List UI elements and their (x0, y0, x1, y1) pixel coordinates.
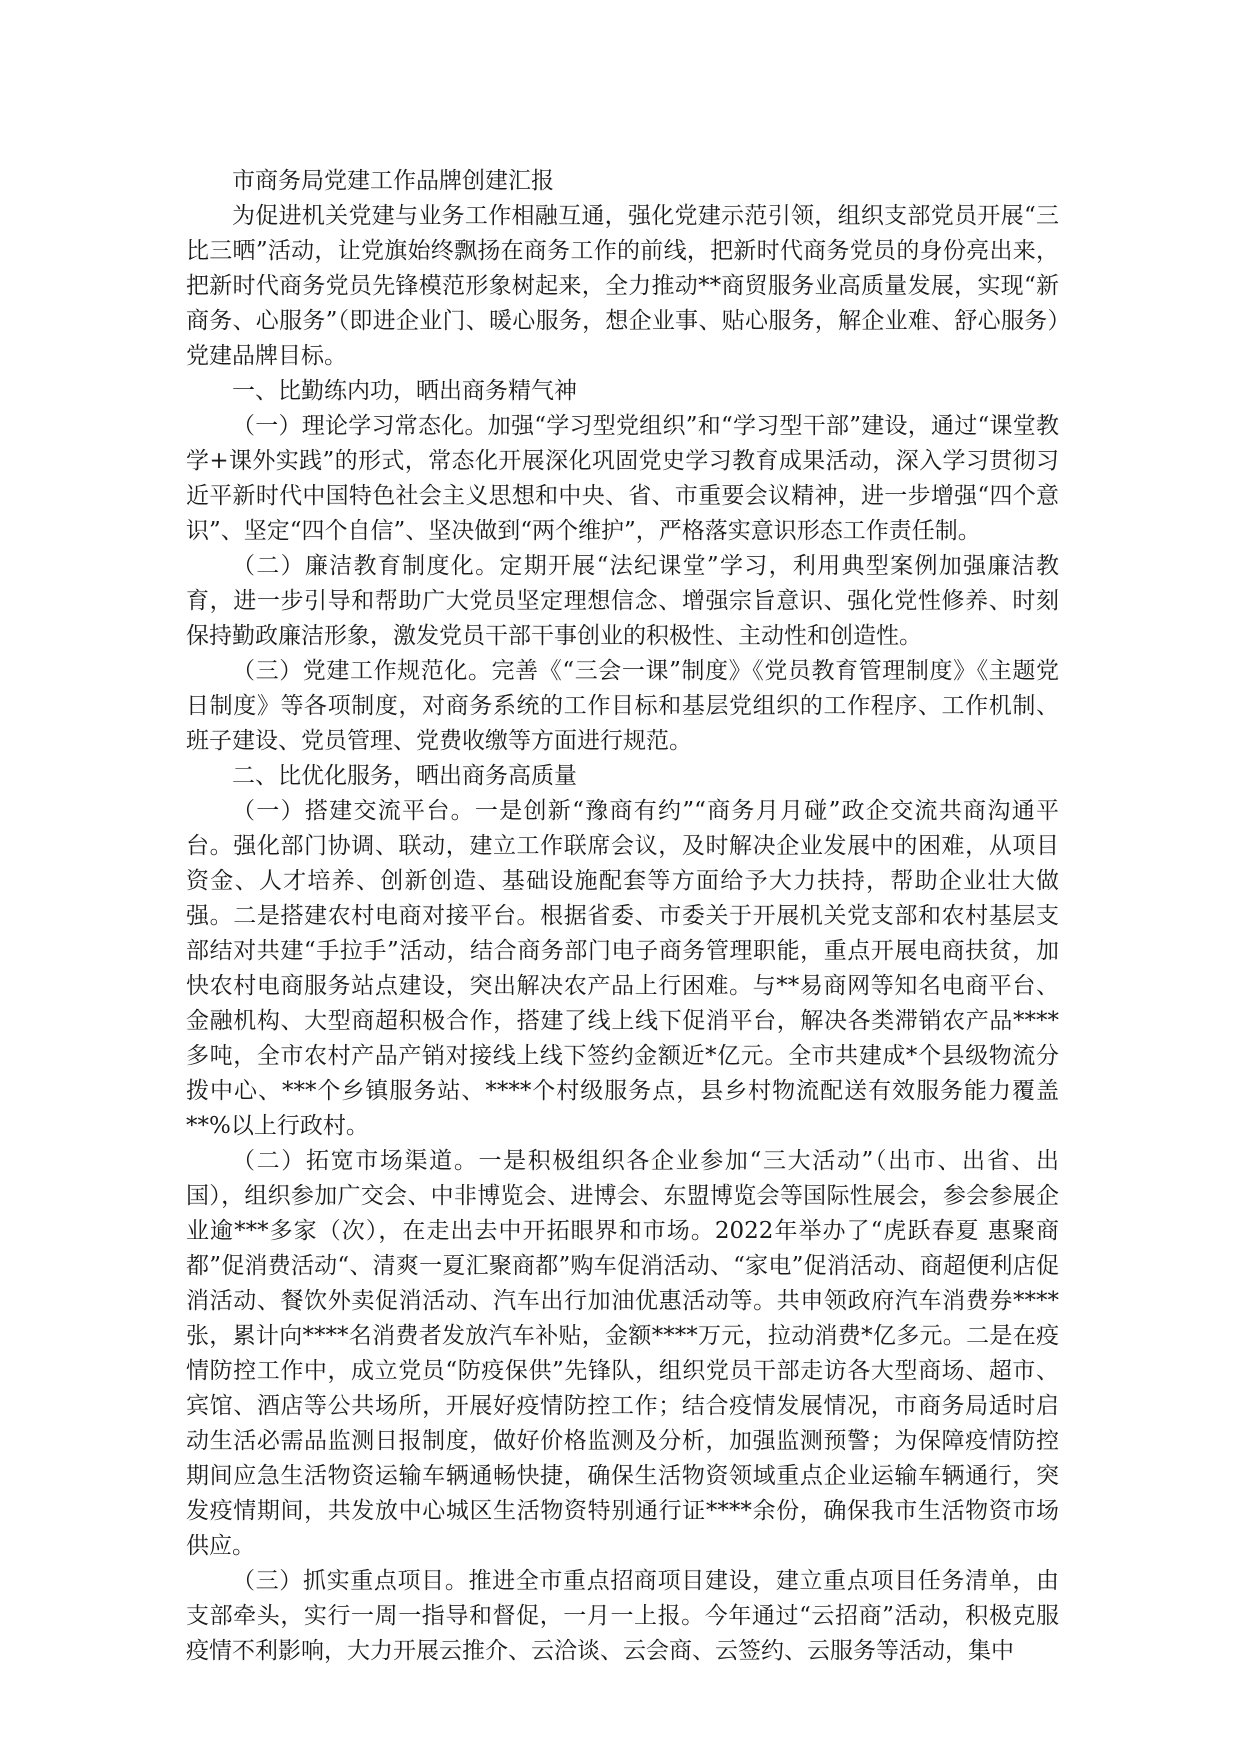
paragraph-2-3: （三）抓实重点项目。推进全市重点招商项目建设，建立重点项目任务清单，由支部牵头，实行一周一指导和督促，一月一上报。今年通过“云招商”活动，积极克服疫情不利影响，大力开展云推介、云洽谈、云会商、云签约、云服务等活动，集中 (186, 1568, 1059, 1664)
paragraph-intro: 为促进机关党建与业务工作相融互通，强化党建示范引领，组织支部党员开展“三比三晒”活动，让党旗始终飘扬在商务工作的前线，把新时代商务党员的身份亮出来，把新时代商务党员先锋模范形象树起来，全力推动**商贸服务业高质量发展，实现“新商务、心服务”（即进企业门、暖心服务，想企业事、贴心服务，解企业难、舒心服务）党建品牌目标。 (186, 203, 1059, 369)
document-title: 市商务局党建工作品牌创建汇报 (232, 168, 554, 194)
paragraph-1-1: （一）理论学习常态化。加强“学习型党组织”和“学习型干部”建设，通过“课堂教学+课外实践”的形式，常态化开展深化巩固党史学习教育成果活动，深入学习贯彻习近平新时代中国特色社会主义思想和中央、省、市重要会议精神，进一步增强“四个意识”、坚定“四个自信”、坚决做到“两个维护”，严格落实意识形态工作责任制。 (186, 413, 1059, 544)
section-heading-1: 一、比勤练内功，晒出商务精气神 (232, 378, 577, 404)
section-heading-2: 二、比优化服务，晒出商务高质量 (232, 763, 577, 789)
paragraph-1-3: （三）党建工作规范化。完善《“三会一课”制度》《党员教育管理制度》《主题党日制度》等各项制度，对商务系统的工作目标和基层党组织的工作程序、工作机制、班子建设、党员管理、党费收缴等方面进行规范。 (186, 658, 1059, 754)
paragraph-2-2: （二）拓宽市场渠道。一是积极组织各企业参加“三大活动”（出市、出省、出国），组织参加广交会、中非博览会、进博会、东盟博览会等国际性展会，参会参展企业逾***多家（次），在走出去中开拓眼界和市场。2022年举办了“虎跃春夏 惠聚商都”促消费活动“、清爽一夏汇聚商都”购车促消活动、“家电”促消活动、商超便利店促消活动、餐饮外卖促消活动、汽车出行加油优惠活动等。共申领政府汽车消费券****张，累计向****名消费者发放汽车补贴，金额****万元，拉动消费*亿多元。二是在疫情防控工作中，成立党员“防疫保供”先锋队，组织党员干部走访各大型商场、超市、宾馆、酒店等公共场所，开展好疫情防控工作；结合疫情发展情况，市商务局适时启动生活必需品监测日报制度，做好价格监测及分析，加强监测预警；为保障疫情防控期间应急生活物资运输车辆通畅快捷，确保生活物资领域重点企业运输车辆通行，突发疫情期间，共发放中心城区生活物资特别通行证****余份，确保我市生活物资市场供应。 (186, 1148, 1059, 1559)
paragraph-1-2: （二）廉洁教育制度化。定期开展“法纪课堂”学习，利用典型案例加强廉洁教育，进一步引导和帮助广大党员坚定理想信念、增强宗旨意识、强化党性修养、时刻保持勤政廉洁形象，激发党员干部干事创业的积极性、主动性和创造性。 (186, 553, 1059, 649)
paragraph-2-1: （一）搭建交流平台。一是创新“豫商有约”“商务月月碰”政企交流共商沟通平台。强化部门协调、联动，建立工作联席会议，及时解决企业发展中的困难，从项目资金、人才培养、创新创造、基础设施配套等方面给予大力扶持，帮助企业壮大做强。二是搭建农村电商对接平台。根据省委、市委关于开展机关党支部和农村基层支部结对共建“手拉手”活动，结合商务部门电子商务管理职能，重点开展电商扶贫，加快农村电商服务站点建设，突出解决农产品上行困难。与**易商网等知名电商平台、金融机构、大型商超积极合作，搭建了线上线下促消平台，解决各类滞销农产品****多吨，全市农村产品产销对接线上线下签约金额近*亿元。全市共建成*个县级物流分拨中心、***个乡镇服务站、****个村级服务点，县乡村物流配送有效服务能力覆盖**%以上行政村。 (186, 798, 1059, 1139)
document-body (186, 164, 1059, 1669)
